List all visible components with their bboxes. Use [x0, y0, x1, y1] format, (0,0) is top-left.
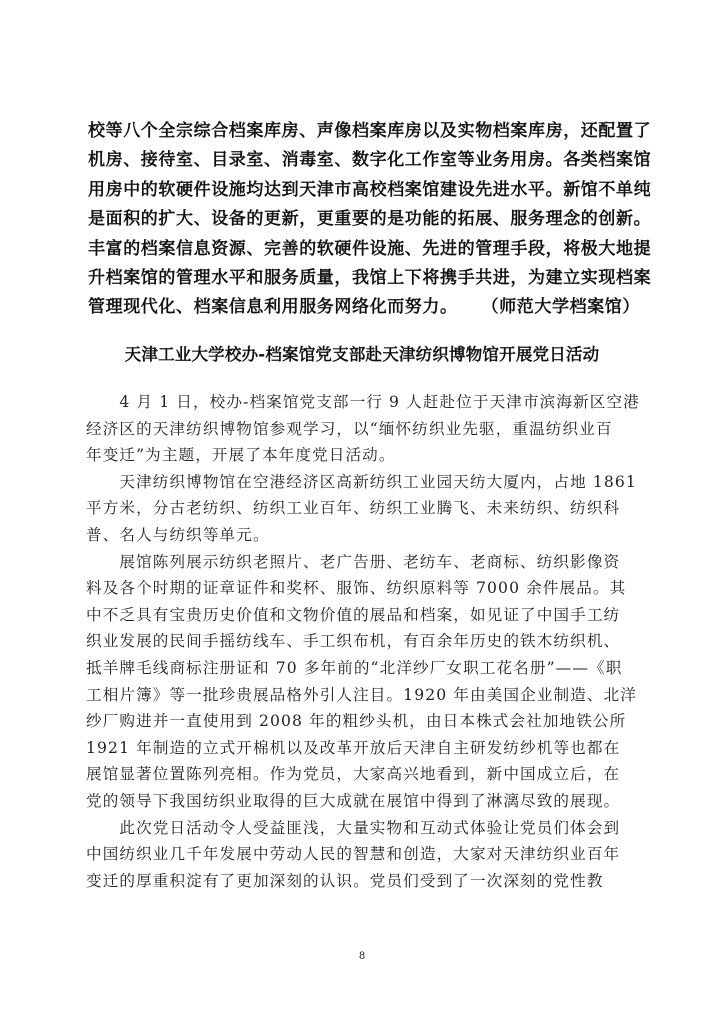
- body-line: 党的领导下我国纺织业取得的巨大成就在展馆中得到了淋漓尽致的展现。: [86, 791, 621, 810]
- previous-article-text: [88, 117, 652, 323]
- page-number: 8: [358, 951, 366, 962]
- body-line: 抵羊牌毛线商标注册证和 70 多年前的“北洋纱厂女职工花名册”——《职: [86, 658, 623, 677]
- article-body: [86, 389, 642, 894]
- text-line: 用房中的软硬件设施均达到天津市高校档案馆建设先进水平。新馆不单纯: [88, 179, 652, 200]
- text-line: 丰富的档案信息资源、完善的软硬件设施、先进的管理手段，将极大地提: [88, 238, 652, 259]
- body-line: 展馆显著位置陈列亮相。作为党员，大家高兴地看到，新中国成立后，在: [86, 765, 621, 784]
- body-line: 4 月 1 日，校办-档案馆党支部一行 9 人赶赴位于天津市滨海新区空港: [86, 393, 640, 411]
- body-line: 普、名人与纺织等单元。: [86, 525, 270, 544]
- body-line: 1921 年制造的立式开棉机以及改革开放后天津自主研发纺纱机等也都在: [86, 738, 621, 757]
- article-title: 天津工业大学校办-档案馆党支部赴天津纺织博物馆开展党日活动: [124, 345, 600, 364]
- text-line: 机房、接待室、目录室、消毒室、数字化工作室等业务用房。各类档案馆: [88, 150, 652, 171]
- body-line: 年变迁”为主题，开展了本年度党日活动。: [86, 446, 396, 465]
- text-line-last: [88, 293, 640, 322]
- body-line: 织业发展的民间手摇纺线车、手工织布机，有百余年历史的铁木纺织机、: [86, 632, 621, 651]
- body-line: 经济区的天津纺织博物馆参观学习，以“缅怀纺织业先驱，重温纺织业百: [86, 419, 613, 438]
- body-line: 平方米，分古老纺织、纺织工业百年、纺织工业腾飞、未来纺织、纺织科: [86, 499, 621, 518]
- text-line: 校等八个全宗综合档案库房、声像档案库房以及实物档案库房，还配置了: [88, 121, 652, 141]
- body-line: 中不乏具有宝贵历史价值和文物价值的展品和档案，如见证了中国手工纺: [86, 605, 621, 624]
- body-line: 料及各个时期的证章证件和奖杯、服饰、纺织原料等 7000 余件展品。其: [86, 579, 627, 598]
- body-line: 中国纺织业几千年发展中劳动人民的智慧和创造，大家对天津纺织业百年: [86, 845, 621, 864]
- body-line: 纱厂购进并一直使用到 2008 年的粗纱头机，由日本株式会社加地铁公所: [86, 712, 627, 731]
- body-line: 天津纺织博物馆在空港经济区高新纺织工业园天纺大厦内，占地 1861: [86, 472, 637, 491]
- body-line: 此次党日活动令人受益匪浅，大量实物和互动式体验让党员们体会到: [86, 818, 621, 837]
- text-line: 管理现代化、档案信息利用服务网络化而努力。: [88, 297, 458, 318]
- body-line: 展馆陈列展示纺织老照片、老广告册、老纺车、老商标、纺织影像资: [86, 552, 621, 571]
- text-line: 升档案馆的管理水平和服务质量，我馆上下将携手共进，为建立实现档案: [88, 268, 652, 289]
- body-line: 变迁的厚重积淀有了更加深刻的认识。党员们受到了一次深刻的党性教: [86, 871, 604, 890]
- body-line: 工相片簿》等一批珍贵展品格外引人注目。1920 年由美国企业制造、北洋: [86, 685, 637, 704]
- text-line: 是面积的扩大、设备的更新，更重要的是功能的拓展、服务理念的创新。: [88, 209, 652, 230]
- article-source: （师范大学档案馆）: [481, 297, 640, 318]
